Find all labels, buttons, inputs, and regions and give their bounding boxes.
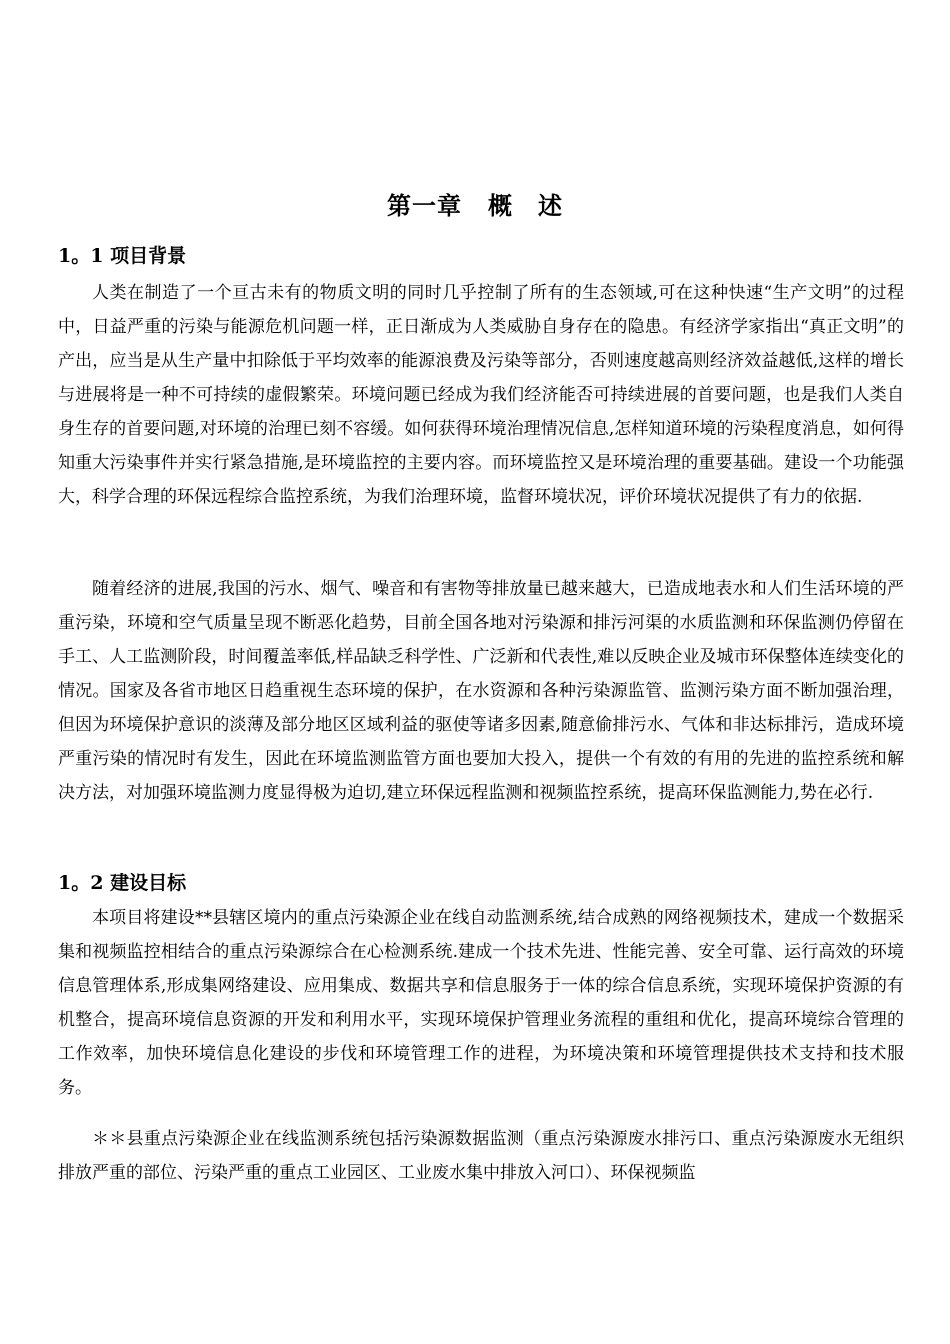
chapter-title	[0, 186, 950, 221]
paragraph: 人类在制造了一个亘古未有的物质文明的同时几乎控制了所有的生态领域,可在这种快速“生产文明”的过程中，日益严重的污染与能源危机问题一样，正日渐成为人类威胁自身存在的隐患。有经济学家指出“真正文明”的产出，应当是从生产量中扣除低于平均效率的能源浪费及污染等部分，否则速度越高则经济效益越低,这样的增长与进展将是一种不可持续的虚假繁荣。环境问题已经成为我们经济能否可持续进展的首要问题，也是我们人类自身生存的首要问题,对环境的治理已刻不容缓。如何获得环境治理情况信息,怎样知道环境的污染程度消息，如何得知重大污染事件并实行紧急措施,是环境监控的主要内容。而环境监控又是环境治理的重要基础。建设一个功能强大，科学合理的环保远程综合监控系统，为我们治理环境，监督环境状况，评价环境状况提供了有力的依据.	[58, 283, 904, 507]
chapter-title-main: 第一章	[387, 191, 462, 220]
paragraph: 本项目将建设**县辖区境内的重点污染源企业在线自动监测系统,结合成熟的网络视频技术，建成一个数据采集和视频监控相结合的重点污染源综合在心检测系统.建成一个技术先进、性能完善、安全可靠、运行高效的环境信息管理体系,形成集网络建设、应用集成、数据共享和信息服务于一体的综合信息系统，实现环境保护资源的有机整合，提高环境信息资源的开发和利用水平，实现环境保护管理业务流程的重组和优化，提高环境综合管理的工作效率，加快环境信息化建设的步伐和环境管理工作的进程，为环境决策和环境管理提供技术支持和技术服务。	[58, 908, 904, 1098]
section-heading-background	[58, 241, 186, 268]
section-heading-goals	[58, 868, 186, 895]
section-title: 项目背景	[110, 245, 187, 267]
section-number: 1。2	[58, 872, 104, 894]
paragraph: ＊＊县重点污染源企业在线监测系统包括污染源数据监测（重点污染源废水排污口、重点污染源废水无组织排放严重的部位、污染严重的重点工业园区、工业废水集中排放入河口）、环保视频监	[58, 1129, 904, 1183]
paragraph: 随着经济的进展,我国的污水、烟气、噪音和有害物等排放量已越来越大，已造成地表水和人们生活环境的严重污染，环境和空气质量呈现不断恶化趋势，目前全国各地对污染源和排污河渠的水质监测和环保监测仍停留在手工、人工监测阶段，时间覆盖率低,样品缺乏科学性、广泛新和代表性,难以反映企业及城市环保整体连续变化的情况。国家及各省市地区日趋重视生态环境的保护，在水资源和各种污染源监管、监测污染方面不断加强治理，但因为环境保护意识的淡薄及部分地区区域利益的驱使等诸多因素,随意偷排污水、气体和非达标排污，造成环境严重污染的情况时有发生，因此在环境监测监管方面也要加大投入，提供一个有效的有用的先进的监控系统和解决方法，对加强环境监测力度显得极为迫切,建立环保远程监测和视频监控系统，提高环保监测能力,势在必行.	[58, 579, 904, 803]
section-number: 1。1	[58, 245, 104, 267]
chapter-title-sub: 概 述	[488, 191, 563, 220]
section-title: 建设目标	[110, 872, 187, 894]
